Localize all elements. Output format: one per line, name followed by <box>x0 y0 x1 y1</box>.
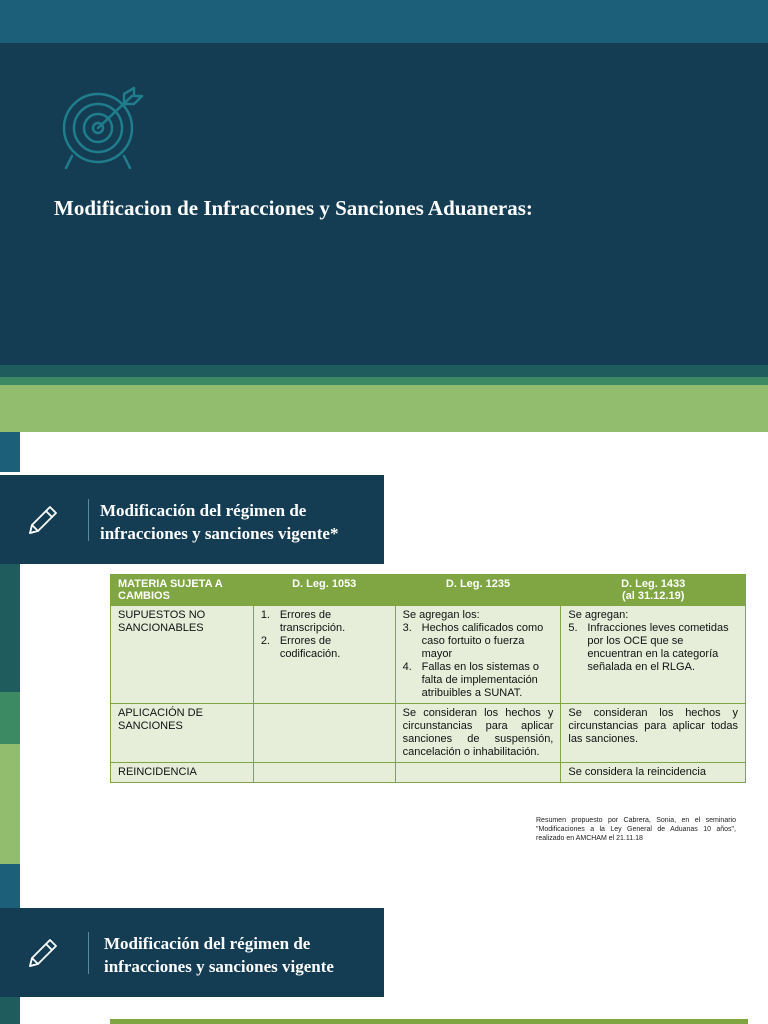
side-bar-segment <box>0 432 20 472</box>
cell-leg1433: Se considera la reincidencia <box>561 763 746 783</box>
list-item-text: Hechos calificados como caso fortuito o fuerza mayor <box>421 622 544 660</box>
divider-stripe-green <box>0 377 768 385</box>
list-item-number: 1. <box>260 609 270 621</box>
cell-leg1433 <box>561 606 746 704</box>
section-title <box>104 932 334 978</box>
cell-materia: APLICACIÓN DE SANCIONES <box>111 704 254 763</box>
list-leg1053 <box>261 609 388 661</box>
cell-leg1433: Se consideran los hechos y circunstancias para aplicar todas las sanciones. <box>561 704 746 763</box>
list-item <box>261 635 388 661</box>
slide-title: Modificacion de Infracciones y Sanciones Aduaneras: <box>54 196 533 220</box>
cell-leg1235: Se consideran los hechos y circunstancias para aplicar sanciones de suspensión, cancelación o inhabilitación. <box>395 704 561 763</box>
header-divider <box>88 499 89 541</box>
list-item <box>403 622 554 661</box>
section-header <box>0 908 384 997</box>
source-note: Resumen propuesto por Cabrera, Sonia, en el seminario "Modificaciones a la Ley General de Aduanas 10 años", realizado en AMCHAM el 21.11.18 <box>536 817 736 842</box>
section-title-line2: infracciones y sanciones vigente* <box>100 524 339 543</box>
target-arrow-icon <box>58 86 148 174</box>
list-item <box>568 622 738 674</box>
section-title <box>100 499 338 545</box>
col-header-leg1433-line2: (al 31.12.19) <box>622 590 685 602</box>
table-row <box>111 606 746 704</box>
cell-materia: REINCIDENCIA <box>111 763 254 783</box>
list-item-text: Errores de codificación. <box>279 635 341 660</box>
title-slide <box>0 0 768 432</box>
col-header-leg1433-line1: D. Leg. 1433 <box>621 578 686 590</box>
divider-stripe-dark <box>0 365 768 377</box>
green-band <box>0 385 768 432</box>
list-item-number: 3. <box>402 622 412 634</box>
table-row <box>111 704 746 763</box>
list-item-number: 2. <box>260 635 270 647</box>
col-header-leg1235: D. Leg. 1235 <box>395 575 561 606</box>
regimen-table <box>110 574 746 783</box>
list-item-number: 5. <box>568 622 578 634</box>
side-bar-segment <box>0 564 20 692</box>
table-header-row <box>111 575 746 606</box>
cell-leg1235 <box>395 763 561 783</box>
col-header-materia: MATERIA SUJETA A CAMBIOS <box>111 575 254 606</box>
list-item <box>403 661 554 700</box>
section-title-line1: Modificación del régimen de <box>100 501 307 520</box>
list-item-text: Fallas en los sistemas o falta de implementación atribuibles a SUNAT. <box>421 661 540 699</box>
list-leg1433 <box>568 622 738 674</box>
col-header-leg1053: D. Leg. 1053 <box>253 575 395 606</box>
list-item <box>261 609 388 635</box>
section-title-line1: Modificación del régimen de <box>104 934 311 953</box>
cell-intro: Se agregan: <box>568 609 629 621</box>
section-header <box>0 475 384 564</box>
col-header-leg1433 <box>561 575 746 606</box>
list-item-text: Infracciones leves cometidas por los OCE que se encuentran en la categoría señalada en el RLGA. <box>587 622 729 673</box>
side-bar-segment <box>0 744 20 864</box>
side-bar-segment <box>0 864 20 908</box>
section-title-line2: infracciones y sanciones vigente <box>104 957 334 976</box>
cell-leg1053 <box>253 606 395 704</box>
content-slide <box>0 432 768 864</box>
cell-leg1053 <box>253 704 395 763</box>
table-header-edge <box>110 1019 748 1024</box>
cell-leg1053 <box>253 763 395 783</box>
cell-materia: SUPUESTOS NO SANCIONABLES <box>111 606 254 704</box>
pencil-icon <box>26 503 60 537</box>
list-item-text: Errores de transcripción. <box>279 609 346 634</box>
side-bar-segment <box>0 692 20 744</box>
side-bar-segment <box>0 996 20 1024</box>
cell-intro: Se agregan los: <box>402 609 480 621</box>
cell-leg1235 <box>395 606 561 704</box>
header-divider <box>88 932 89 974</box>
list-leg1235 <box>403 622 554 700</box>
top-bar <box>0 0 768 43</box>
content-slide-partial <box>0 864 768 1024</box>
pencil-icon <box>26 936 60 970</box>
table-row <box>111 763 746 783</box>
list-item-number: 4. <box>402 661 412 673</box>
